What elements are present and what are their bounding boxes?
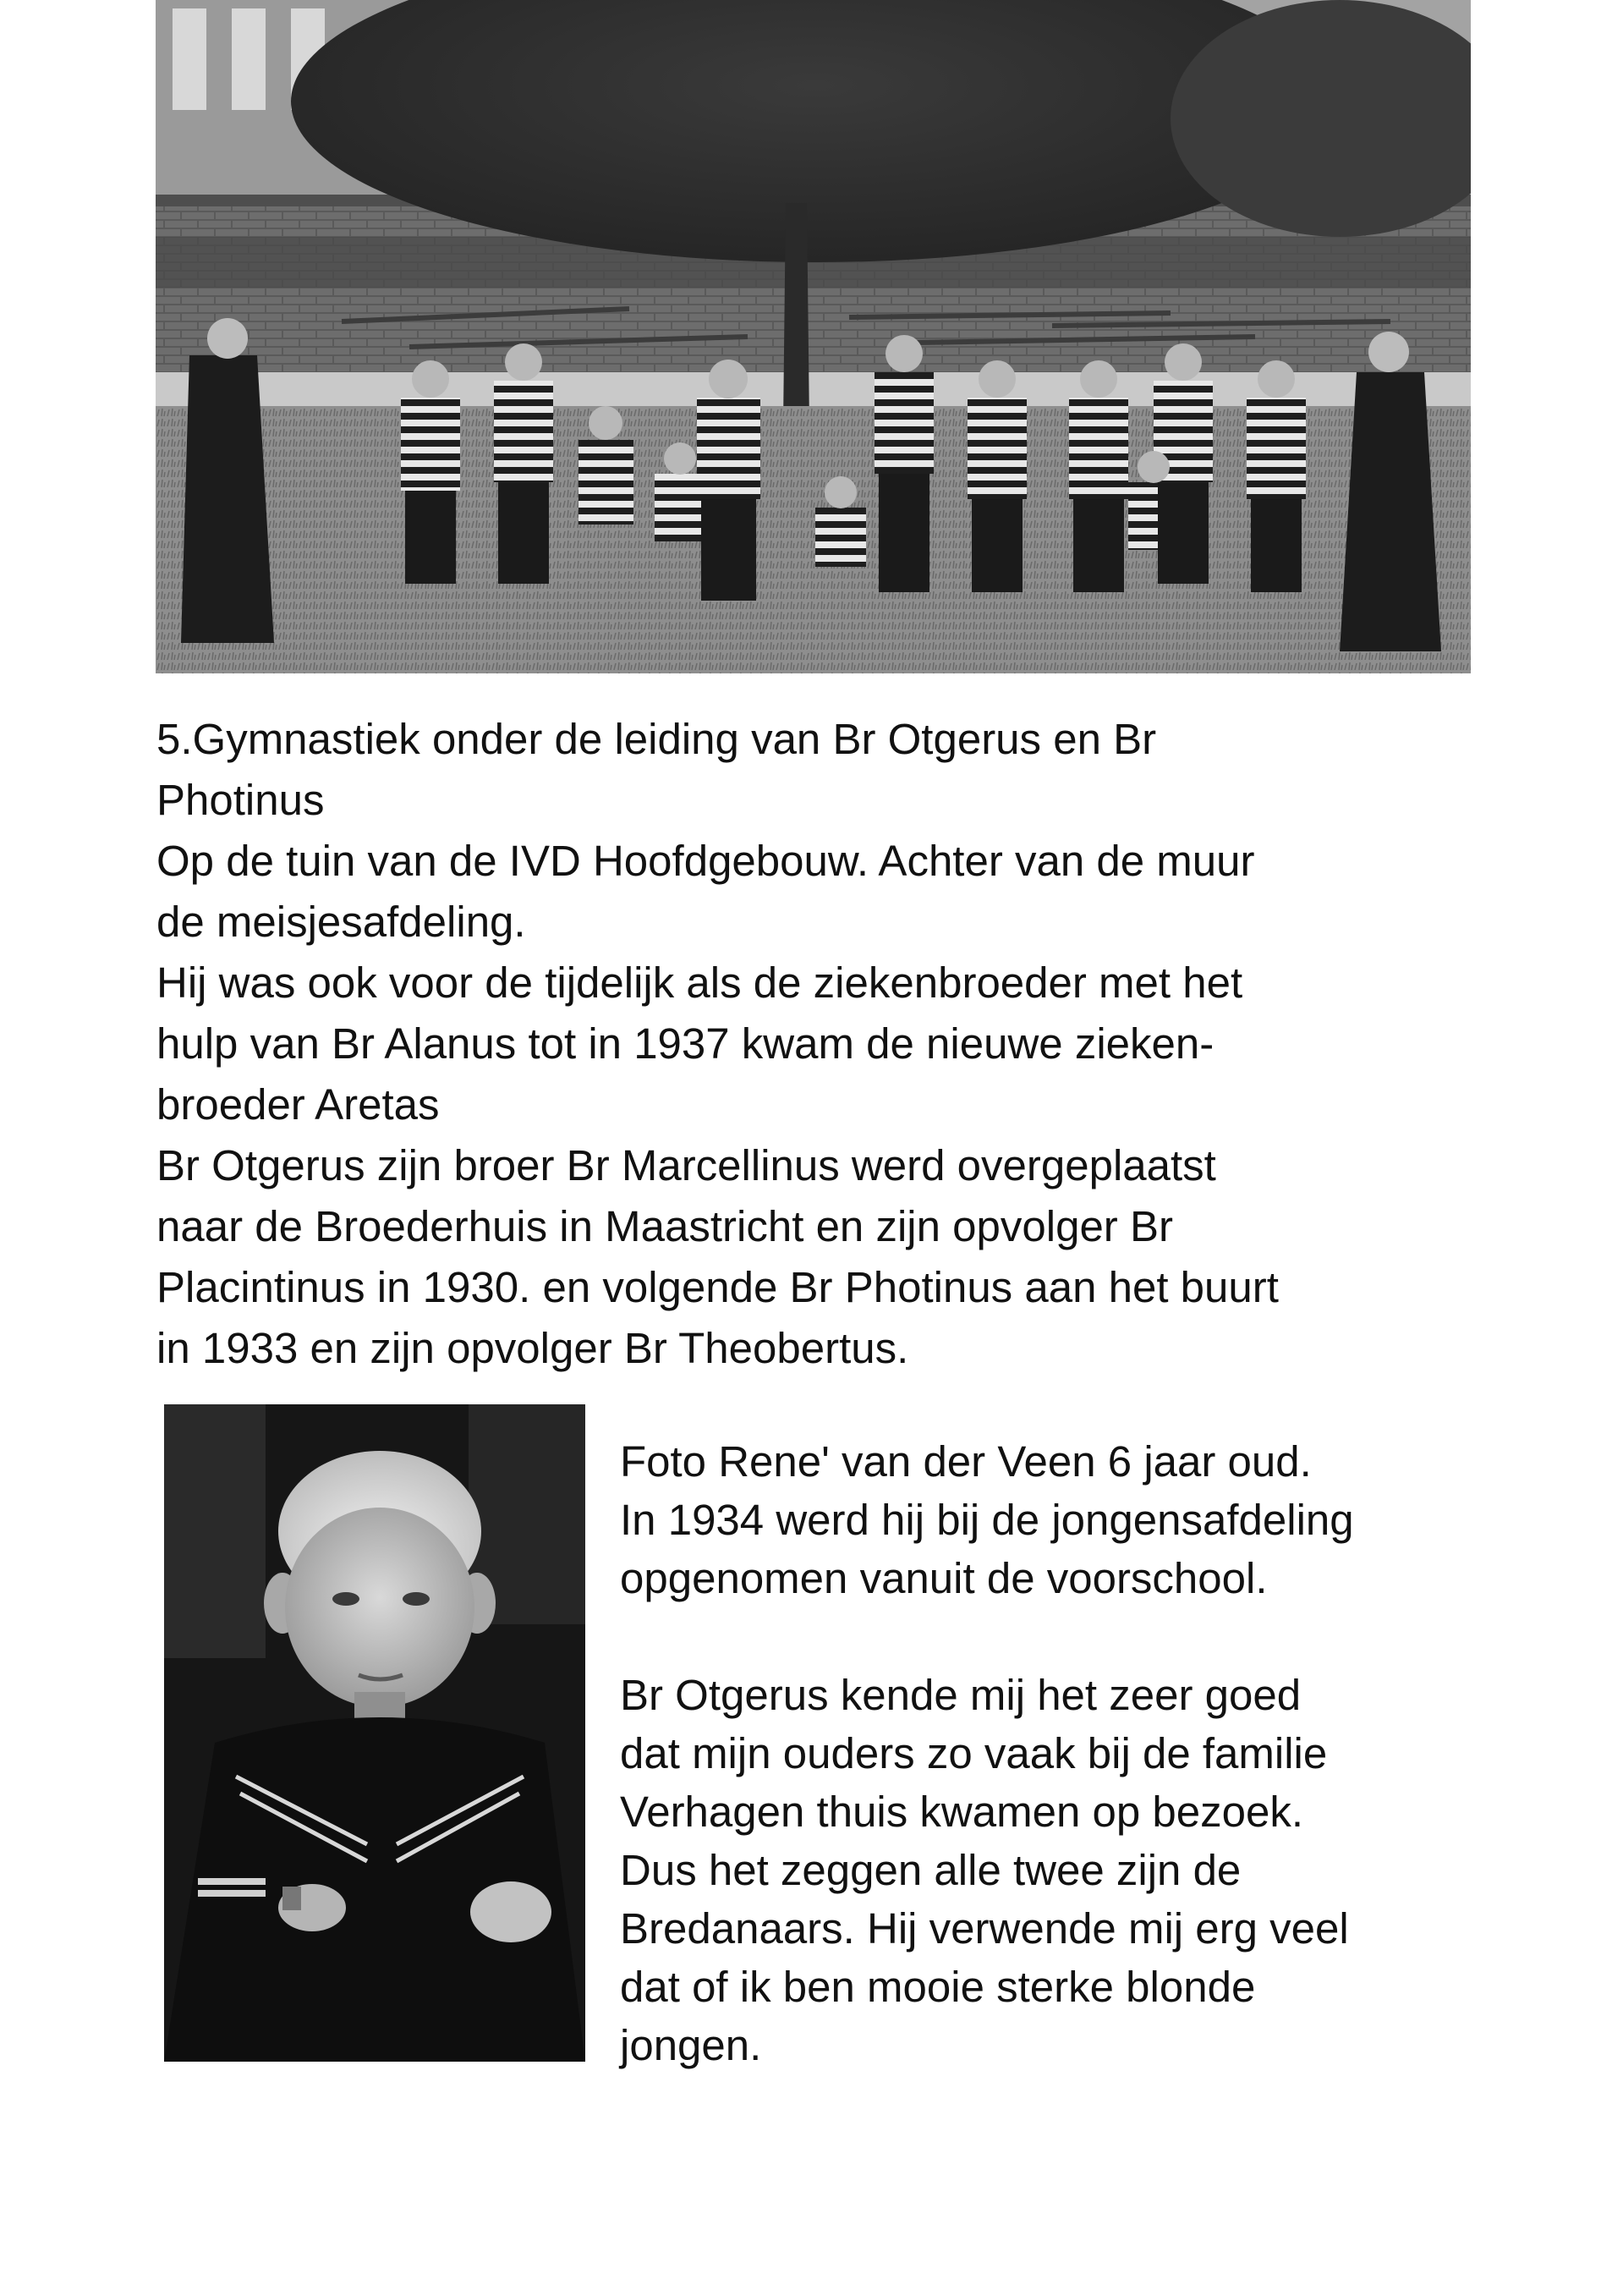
caption-line: in 1933 en zijn opvolger Br Theobertus. — [156, 1324, 909, 1372]
description-line: Br Otgerus kende mij het zeer goed — [620, 1671, 1302, 1719]
caption-line: Br Otgerus zijn broer Br Marcellinus werd overgeplaatst — [156, 1141, 1216, 1189]
portrait-illustration — [164, 1404, 585, 2062]
description-line: Dus het zeggen alle twee zijn de — [620, 1846, 1242, 1894]
description-line: Foto Rene' van der Veen 6 jaar oud. — [620, 1437, 1312, 1486]
caption-line: hulp van Br Alanus tot in 1937 kwam de nieuwe zieken- — [156, 1019, 1215, 1068]
boy-sailor-suit-photo — [164, 1404, 585, 2062]
description-line: jongen. — [620, 2021, 762, 2069]
photo-illustration — [156, 0, 1471, 673]
caption-line: naar de Broederhuis in Maastricht en zijn opvolger Br — [156, 1202, 1173, 1250]
description-line: dat mijn ouders zo vaak bij de familie — [620, 1729, 1328, 1777]
paragraph-spacer — [620, 1607, 1483, 1666]
description-line: opgenomen vanuit de voorschool. — [620, 1554, 1268, 1602]
caption-line: Photinus — [156, 776, 325, 824]
description-line: Verhagen thuis kwamen op bezoek. — [620, 1788, 1304, 1836]
description-line: dat of ik ben mooie sterke blonde — [620, 1963, 1256, 2011]
caption-line: Op de tuin van de IVD Hoofdgebouw. Achter van de muur — [156, 837, 1255, 885]
portrait-description — [620, 1432, 1483, 2074]
group-gymnastics-photo — [156, 0, 1471, 673]
caption-line: broeder Aretas — [156, 1080, 440, 1129]
description-line: In 1934 werd hij bij de jongensafdeling — [620, 1496, 1354, 1544]
photo-caption — [156, 709, 1476, 1379]
caption-line: 5.Gymnastiek onder de leiding van Br Otgerus en Br — [156, 715, 1157, 763]
caption-line: Placintinus in 1930. en volgende Br Photinus aan het buurt — [156, 1263, 1279, 1311]
caption-line: Hij was ook voor de tijdelijk als de ziekenbroeder met het — [156, 958, 1243, 1007]
description-line: Bredanaars. Hij verwende mij erg veel — [620, 1904, 1349, 1953]
caption-line: de meisjesafdeling. — [156, 898, 526, 946]
